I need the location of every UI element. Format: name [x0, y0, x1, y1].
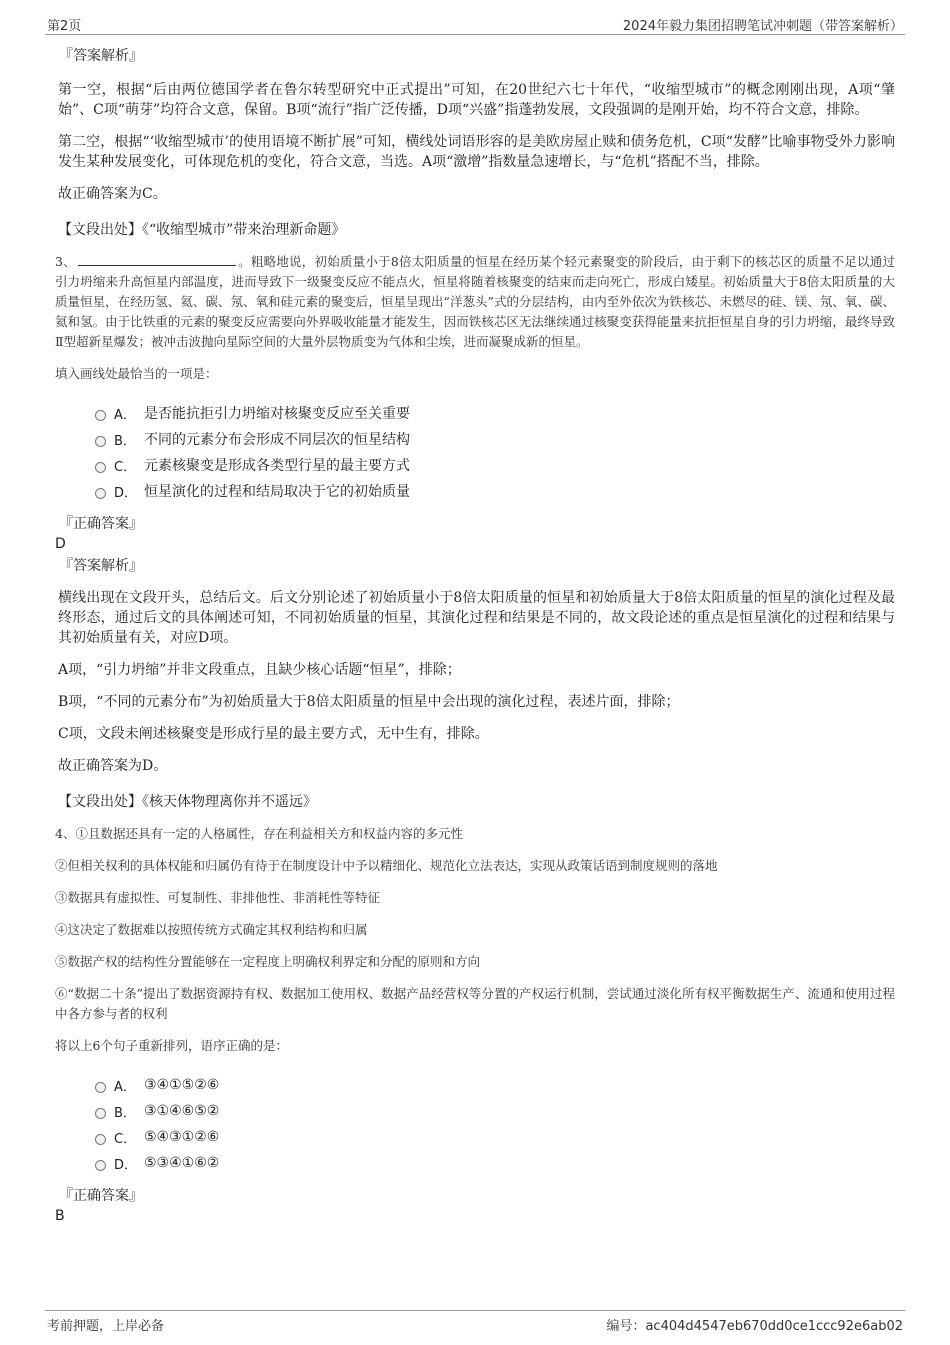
q4-sentence-5: ⑤数据产权的结构性分置能够在一定程度上明确权利界定和分配的原则和方向: [55, 954, 481, 969]
q3-source: 【文段出处】《核天体物理离你并不遥远》: [58, 794, 317, 810]
radio-icon[interactable]: [95, 462, 106, 473]
page-number: 第2页: [47, 19, 82, 34]
q2-conclusion: 故正确答案为C。: [58, 186, 167, 202]
q3-correct-answer: D: [55, 536, 66, 552]
q4-option-c[interactable]: C． ⑤④③①②⑥: [95, 1124, 895, 1150]
q3-conclusion: 故正确答案为D。: [58, 758, 168, 774]
q4-sentence-6: ⑥“数据二十条”提出了数据资源持有权、数据加工使用权、数据产品经营权等分置的产权运行机制，尝试通过淡化所有权平衡数据生产、流通和使用过程中各方参与者的权利: [55, 986, 895, 1021]
q3-analysis-label: 『答案解析』: [59, 558, 143, 574]
q4-option-a[interactable]: A． ③④①⑤②⑥: [95, 1072, 895, 1098]
q3-prompt: 填入画线处最恰当的一项是：: [55, 366, 218, 381]
q3-option-a[interactable]: A． 是否能抗拒引力坍缩对核聚变反应至关重要: [95, 400, 895, 426]
page-header: [45, 12, 905, 35]
radio-icon[interactable]: [95, 436, 106, 447]
footer-slogan: 考前押题，上岸必备: [47, 1319, 165, 1334]
q2-analysis-p2: 第二空，根据“‘收缩型城市’的使用语境不断扩展”可知，横线处词语形容的是美欧房屋止赎和债务危机，C项“发酵”比喻事物受外力影响发生某种发展变化，可体现危机的变化，符合文意，当选。A项“激增”指数量急速增长，与“危机”搭配不当，排除。: [58, 134, 895, 170]
radio-icon[interactable]: [95, 1134, 106, 1145]
footer-code-label: 编号：: [606, 1319, 646, 1334]
q3-blank: [78, 252, 236, 266]
q3-options: [95, 400, 895, 504]
q3-option-c[interactable]: C． 元素核聚变是形成各类型行星的最主要方式: [95, 452, 895, 478]
q3-analysis-a: A项，“引力坍缩”并非文段重点，且缺少核心话题“恒星”，排除；: [58, 662, 461, 678]
q4-correct-answer: B: [55, 1208, 65, 1224]
footer-code: [606, 1315, 903, 1334]
q4-options: [95, 1072, 895, 1176]
q4-sentence-1: 4、①且数据还具有一定的人格属性，存在利益相关方和权益内容的多元性: [55, 826, 463, 841]
q3-correct-label: 『正确答案』: [59, 516, 143, 532]
radio-icon[interactable]: [95, 1160, 106, 1171]
q2-analysis-label: 『答案解析』: [59, 48, 143, 64]
q2-analysis-p1: 第一空，根据“后由两位德国学者在鲁尔转型研究中正式提出”可知，在20世纪六七十年代，“收缩型城市”的概念刚刚出现，A项“肇始”、C项“萌芽”均符合文意，保留。B项“流行”指广泛传播，D项“兴盛”指蓬勃发展，文段强调的是刚开始，均不符合文意，排除。: [58, 82, 895, 118]
q4-sentence-3: ③数据具有虚拟性、可复制性、非排他性、非消耗性等特征: [55, 890, 381, 905]
q2-source: 【文段出处】《“收缩型城市”带来治理新命题》: [58, 222, 346, 238]
document-title: 2024年毅力集团招聘笔试冲刺题（带答案解析）: [622, 19, 903, 34]
q4-correct-label: 『正确答案』: [59, 1188, 143, 1204]
q4-sentence-2: ②但相关权利的具体权能和归属仍有待于在制度设计中予以精细化、规范化立法表达，实现从政策话语到制度规则的落地: [55, 858, 718, 873]
footer-code-value: ac404d4547eb670dd0ce1ccc92e6ab02: [645, 1319, 903, 1334]
radio-icon[interactable]: [95, 1108, 106, 1119]
q4-option-b[interactable]: B． ③①④⑥⑤②: [95, 1098, 895, 1124]
q4-sentence-4: ④这决定了数据难以按照传统方式确定其权利结构和归属: [55, 922, 368, 937]
q4-option-d[interactable]: D． ⑤③④①⑥②: [95, 1150, 895, 1176]
q3-number: 3、: [55, 254, 76, 269]
q3-stem: [55, 252, 895, 352]
q3-option-d[interactable]: D． 恒星演化的过程和结局取决于它的初始质量: [95, 478, 895, 504]
q3-text: 。粗略地说，初始质量小于8倍太阳质量的恒星在经历某个轻元素聚变的阶段后，由于剩下的核芯区的质量不足以通过引力坍缩来升高恒星内部温度，进而导致下一级聚变反应不能点火，恒星将随着核聚变的结束而走向死亡，形成白矮星。初始质量大于8倍太阳质量的大质量恒星，在经历氢、氦、碳、氖、氧和硅元素的聚变后，恒星呈现出“洋葱头”式的分层结构，由内至外依次为铁核芯、未燃尽的硅、镁、氖、氧、碳、氦和氢。由于比铁重的元素的聚变反应需要向外界吸收能量才能发生，因而铁核芯区无法继续通过核聚变获得能量来抗拒恒星自身的引力坍缩，最终导致Ⅱ型超新星爆发；被冲击波抛向星际空间的大量外层物质变为气体和尘埃，进而凝聚成新的恒星。: [55, 254, 895, 349]
radio-icon[interactable]: [95, 1082, 106, 1093]
q3-analysis-p1: 横线出现在文段开头，总结后文。后文分别论述了初始质量小于8倍太阳质量的恒星和初始质量大于8倍太阳质量的恒星的演化过程及最终形态，通过后文的具体阐述可知，不同初始质量的恒星，其演化过程和结果是不同的，故文段论述的重点是恒星演化的过程和结果与其初始质量有关，对应D项。: [58, 590, 895, 646]
radio-icon[interactable]: [95, 488, 106, 499]
q4-prompt: 将以上6个句子重新排列，语序正确的是：: [55, 1038, 288, 1053]
q3-option-b[interactable]: B． 不同的元素分布会形成不同层次的恒星结构: [95, 426, 895, 452]
q3-analysis-c: C项，文段未阐述核聚变是形成行星的最主要方式，无中生有，排除。: [58, 726, 489, 742]
page-footer: [45, 1310, 905, 1335]
q3-analysis-b: B项，“不同的元素分布”为初始质量大于8倍太阳质量的恒星中会出现的演化过程，表述片面，排除；: [58, 694, 680, 710]
radio-icon[interactable]: [95, 410, 106, 421]
main-content: [55, 44, 895, 1228]
